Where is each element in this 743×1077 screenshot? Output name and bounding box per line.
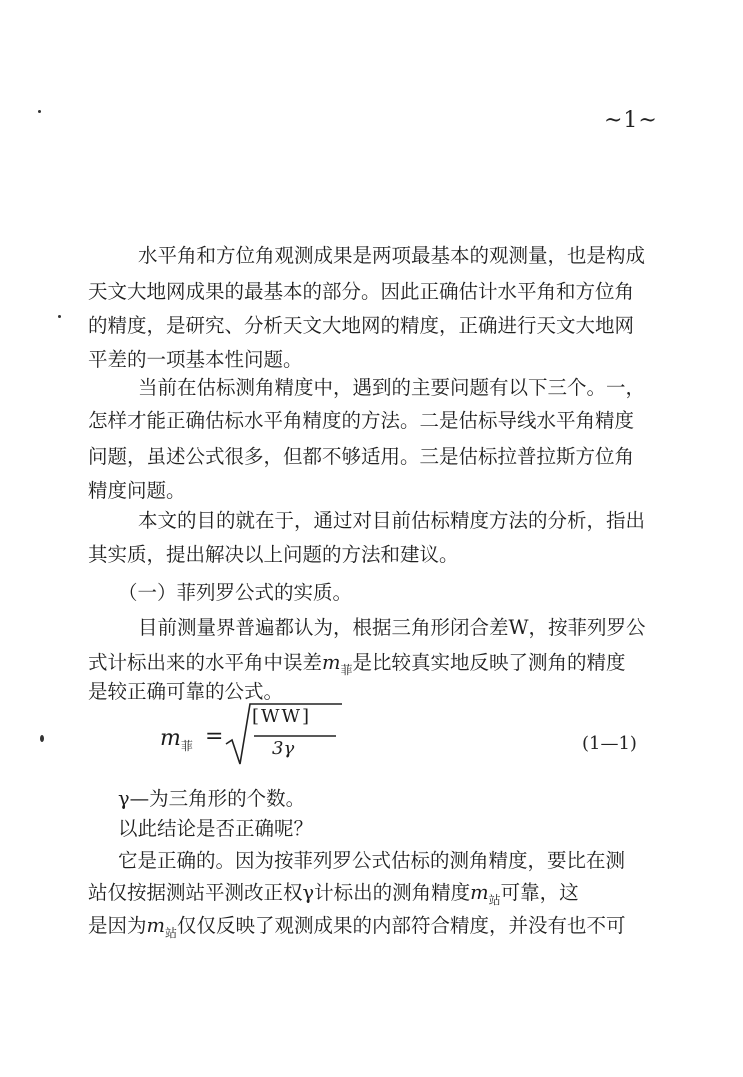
symbol-subscript: 站 — [488, 893, 501, 907]
text-run: 可靠，这 — [500, 881, 579, 904]
formula-denominator: 3γ — [272, 738, 295, 759]
text-run: 站仅按据测站平测改正权γ计标出的测角精度 — [88, 881, 471, 904]
formula-lhs: $m_菲$ — [160, 726, 193, 753]
paragraph-line: 平差的一项基本性问题。 — [88, 348, 303, 371]
section-heading: （一）菲列罗公式的实质。 — [118, 581, 353, 604]
paragraph-line — [88, 878, 579, 910]
scan-speck — [38, 110, 41, 113]
formula-numerator: [WW] — [252, 706, 312, 727]
paragraph-line: 怎样才能正确估标水平角精度的方法。二是估标导线水平角精度 — [88, 409, 635, 432]
question-line: 以此结论是否正确呢？ — [118, 817, 314, 840]
paragraph-line: 问题，虽述公式很多，但都不够适用。三是估标拉普拉斯方位角 — [88, 445, 635, 468]
paragraph-line: 当前在估标测角精度中，遇到的主要问题有以下三个。一， — [138, 376, 646, 399]
paragraph-line: 它是正确的。因为按菲列罗公式估标的测角精度，要比在测 — [118, 849, 626, 872]
symbol-m: m — [322, 651, 341, 674]
paragraph-line: 精度问题。 — [88, 479, 186, 502]
paragraph-line: 是较正确可靠的公式。 — [88, 680, 284, 703]
text-run: 是比较真实地反映了测角的精度 — [352, 651, 626, 674]
formula-1-1 — [150, 700, 370, 770]
formula-number: (1—1) — [582, 733, 637, 754]
symbol-subscript: 站 — [165, 926, 178, 940]
paragraph-line: 其实质，提出解决以上问题的方法和建议。 — [88, 543, 459, 566]
symbol-subscript: 菲 — [340, 663, 353, 677]
symbol-m: m — [146, 914, 166, 937]
definition-note: γ—为三角形的个数。 — [118, 787, 306, 810]
paragraph-line — [88, 648, 626, 680]
scan-speck — [40, 735, 44, 742]
page-number: ~1~ — [604, 108, 658, 133]
text-run: 仅仅反映了观测成果的内部符合精度，并没有也不可 — [177, 914, 626, 937]
paragraph-line: 本文的目的就在于，通过对目前估标精度方法的分析，指出 — [138, 509, 646, 532]
symbol-m: m — [470, 881, 489, 904]
formula-equals: = — [205, 724, 224, 749]
paragraph-line — [88, 911, 626, 943]
paragraph-line: 的精度，是研究、分析天文大地网的精度，正确进行天文大地网 — [88, 314, 635, 337]
paragraph-line: 天文大地网成果的最基本的部分。因此正确估计水平角和方位角 — [88, 280, 635, 303]
scan-speck — [58, 315, 61, 318]
paragraph-line: 水平角和方位角观测成果是两项最基本的观测量，也是构成 — [138, 244, 646, 267]
text-run: 是因为 — [88, 914, 147, 937]
text-run: 式计标出来的水平角中误差 — [88, 651, 323, 674]
paragraph-line: 目前测量界普遍都认为，根据三角形闭合差W，按菲列罗公 — [138, 616, 646, 639]
